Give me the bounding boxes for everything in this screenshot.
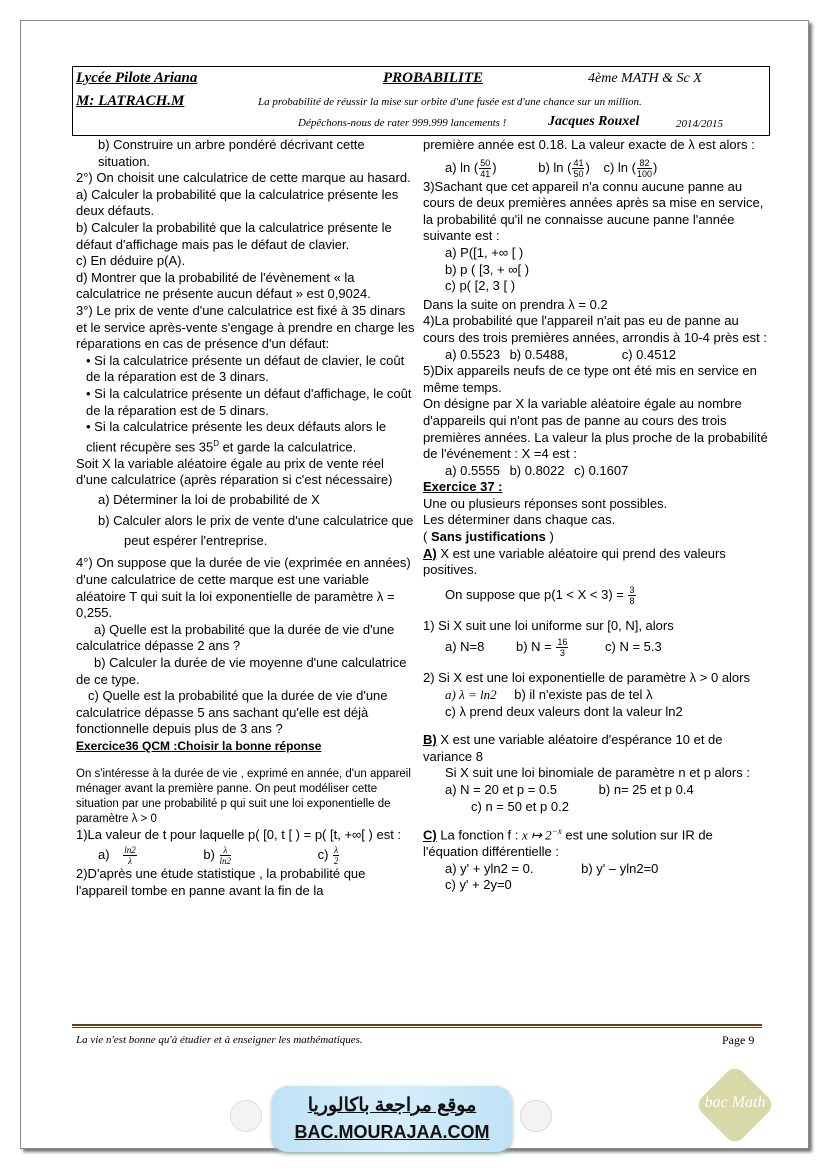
- text-line: On désigne par X la variable aléatoire égale au nombre d'appareils qui n'ont pas de panne au cours des trois premières années. La valeur la plus proche de la probabilité de l'événement : X =4 est :: [423, 396, 768, 462]
- answer-row: [423, 861, 768, 878]
- bullet-text: et garde la calculatrice.: [218, 439, 357, 455]
- text-line: d) Montrer que la probabilité de l'évènement « la calculatrice ne présente aucun défaut » est 0,9024.: [76, 269, 371, 302]
- text-line: b) Calculer la probabilité que la calculatrice présente le défaut d'affichage mais pas le défaut de clavier.: [76, 219, 392, 252]
- answer-row: [423, 347, 768, 364]
- text-line: 4)La probabilité que l'appareil n'ait pas eu de panne au cours des trois premières années, arrondis à 10-4 près est :: [423, 313, 767, 345]
- fraction: [628, 585, 635, 606]
- choice-text: c) 0.4512: [621, 346, 676, 362]
- exponent: −x: [551, 826, 562, 837]
- quote-author: Jacques Rouxel: [548, 114, 640, 129]
- denominator: 3: [559, 648, 565, 659]
- numerator: 82: [637, 158, 652, 169]
- quote-line-1: La probabilité de réussir la mise sur orbite d'une fusée est d'une chance sur un million.: [258, 96, 642, 108]
- fraction: [556, 637, 568, 658]
- numerator: 16: [557, 637, 568, 648]
- seal-icon: [230, 1100, 262, 1132]
- class-label: 4ème MATH & Sc X: [588, 71, 702, 86]
- text-line: Les déterminer dans chaque cas.: [423, 512, 616, 528]
- choice-text: a) 0.5555: [445, 462, 500, 478]
- choice-text: b) n= 25 et p 0.4: [598, 782, 694, 797]
- text-line: Si X suit une loi binomiale de paramètre n et p alors :: [445, 765, 750, 781]
- superscript: D: [213, 438, 219, 448]
- answer-line: a) P([1, +∞ [ ): [445, 244, 524, 260]
- text-line: [423, 529, 768, 546]
- text-line: a) Quelle est la probabilité que la durée de vie d'une calculatrice dépasse 2 ans ?: [76, 621, 395, 654]
- choice-text: b) y' – yln2=0: [581, 860, 659, 876]
- choice-text: c) ln (: [603, 159, 636, 175]
- answer-row: [423, 782, 768, 799]
- fraction: [333, 845, 339, 866]
- text-line: 5)Dix appareils neufs de ce type ont été mis en service en même temps.: [423, 363, 757, 395]
- text-line: c) Quelle est la probabilité que la durée de vie d'une calculatrice dépasse 5 ans sachant qu'elle est déjà fonctionnelle depuis plus de 3 ans ?: [76, 688, 388, 737]
- choice-text: c) N = 5.3: [605, 639, 662, 655]
- page-number: Page 9: [722, 1033, 755, 1047]
- choice-text: a) N=8: [445, 639, 485, 655]
- numerator: 41: [573, 157, 584, 168]
- choice-text: b) ln (: [538, 159, 572, 175]
- answer-row: [76, 845, 416, 866]
- text-line: 2) Si X est une loi exponentielle de paramètre λ > 0 alors: [423, 670, 750, 686]
- text-line: [423, 732, 768, 765]
- quote-line-2: Dépêchons-nous de rater 999.999 lancements !: [298, 117, 507, 129]
- footer-rule: [72, 1024, 762, 1026]
- numerator: λ: [220, 845, 232, 856]
- text-line: 3)Sachant que cet appareil n'a connu aucune panne au cours de deux premières années après sa mise en service, la probabilité qu'il ne connaisse aucune panne l'année suivante est :: [423, 178, 764, 244]
- section-label-b: B): [423, 732, 437, 748]
- text-line: [423, 546, 768, 579]
- answer-row: [423, 158, 768, 179]
- section-text: La fonction f :: [436, 827, 522, 843]
- exercise-36-title: Exercice36 QCM :Choisir la bonne réponse: [76, 738, 322, 753]
- left-column: [76, 137, 416, 899]
- section-label-c: C): [423, 827, 437, 843]
- denominator: 50: [573, 168, 584, 179]
- function-expression: x ↦ 2: [522, 827, 552, 843]
- choice-text: b) N =: [516, 639, 556, 655]
- answer-line: c) p( [2, 3 [ ): [445, 278, 516, 294]
- text-line: Soit X la variable aléatoire égale au prix de vente réel d'une calculatrice (après réparation si c'est nécessaire): [76, 455, 393, 488]
- bullet-item: [76, 419, 416, 456]
- answer-line: b) p ( [3, + ∞[ ): [445, 261, 530, 277]
- denominator: λ: [127, 856, 132, 867]
- choice-label: c): [317, 847, 329, 863]
- answer-line: c) y' + 2y=0: [445, 877, 512, 893]
- denominator: 41: [480, 168, 491, 179]
- text-line: 1)La valeur de t pour laquelle p( [0, t [ ) = p( [t, +∞[ ) est :: [76, 826, 402, 842]
- answer-row: [423, 637, 768, 658]
- paren: ): [492, 159, 497, 175]
- teacher-name: M: LATRACH.M: [76, 93, 185, 109]
- fraction: [479, 158, 491, 179]
- text-line: On s'intéresse à la durée de vie , exprimé en année, d'un appareil ménager avant la première panne. On peut modéliser cette situation par une probabilité p qui suit une loi exponentielle de paramètre λ > 0: [76, 767, 411, 825]
- numerator: ln2: [124, 845, 136, 856]
- numerator: 50: [480, 157, 491, 168]
- section-text: X est une variable aléatoire d'espérance 10 et de variance 8: [423, 732, 723, 764]
- text-line: 2°) On choisit une calculatrice de cette marque au hasard.: [76, 170, 411, 186]
- answer-row: [423, 463, 768, 480]
- section-text: est une solution sur IR de l'équation différentielle :: [423, 827, 713, 860]
- site-banner[interactable]: [272, 1086, 512, 1152]
- choice-text: a) N = 20 et p = 0.5: [445, 782, 558, 797]
- choice-text: c) 0.1607: [574, 462, 629, 478]
- text-line: a) Déterminer la loi de probabilité de X: [98, 491, 320, 507]
- fraction: [123, 845, 137, 866]
- text-line: a) Calculer la probabilité que la calculatrice présente les deux défauts.: [76, 186, 399, 219]
- fraction: [220, 845, 232, 866]
- denominator: ln2: [219, 856, 232, 867]
- footer-motto: La vie n'est bonne qu'à étudier et à enseigner les mathématiques.: [76, 1034, 363, 1046]
- paren: ): [545, 529, 554, 545]
- choice-text: b) il n'existe pas de tel λ: [514, 687, 653, 703]
- school-year: 2014/2015: [676, 118, 724, 130]
- paren: ): [585, 159, 590, 175]
- text-line: 3°) Le prix de vente d'une calculatrice est fixé à 35 dinars et le service après-vente s'engage à prendre en charge les réparations en cas de présence d'un défaut:: [76, 302, 415, 352]
- text-line: [423, 823, 768, 861]
- answer-line: c) λ prend deux valeurs dont la valeur ln2: [445, 703, 683, 719]
- fraction: [637, 158, 652, 179]
- choice-text: a) y' + yln2 = 0.: [445, 860, 534, 876]
- bullet-item: • Si la calculatrice présente un défaut d'affichage, le coût de la réparation est de 5 dinars.: [86, 385, 412, 418]
- denominator: 8: [629, 595, 635, 606]
- paren: ): [652, 159, 658, 175]
- no-justification-label: Sans justifications: [430, 529, 546, 545]
- choice-text: b) 0.8022: [509, 462, 565, 478]
- choice-label: b): [203, 847, 215, 863]
- choice-label: a): [98, 847, 110, 863]
- choice-text: a) λ = ln2: [445, 687, 497, 703]
- banner-arabic-text: موقع مراجعة باكالوريا: [307, 1095, 477, 1116]
- text-line: b) Calculer alors le prix de vente d'une calculatrice que peut espérer l'entreprise.: [98, 513, 414, 549]
- footer-rule: [72, 1027, 762, 1028]
- banner-site-url[interactable]: BAC.MOURAJAA.COM: [294, 1122, 490, 1142]
- bullet-item: • Si la calculatrice présente un défaut de clavier, le coût de la réparation est de 3 dinars.: [86, 352, 405, 385]
- choice-text: a) 0.5523: [445, 346, 500, 362]
- text-line: première année est 0.18. La valeur exacte de λ est alors :: [423, 137, 755, 152]
- text-line: b) Calculer la durée de vie moyenne d'une calculatrice de ce type.: [76, 654, 407, 687]
- school-name: Lycée Pilote Ariana: [76, 70, 198, 86]
- page-title: PROBABILITE: [383, 70, 484, 86]
- numerator: λ: [334, 845, 339, 856]
- fraction: [572, 158, 584, 179]
- text-line: [423, 585, 768, 606]
- text-line: c) En déduire p(A).: [76, 253, 186, 269]
- paren: (: [423, 529, 431, 545]
- text-line: 1) Si X suit une loi uniforme sur [0, N], alors: [423, 617, 674, 633]
- text-line: Dans la suite on prendra λ = 0.2: [423, 296, 608, 312]
- text-line: 4°) On suppose que la durée de vie (exprimée en années) d'une calculatrice de cette marque est une variable aléatoire T qui suit la loi exponentielle de paramètre λ = 0,255.: [76, 555, 411, 621]
- bac-math-logo-text: bac Math: [704, 1094, 766, 1111]
- section-text: X est une variable aléatoire qui prend des valeurs positives.: [423, 545, 726, 578]
- choice-text: b) 0.5488,: [509, 346, 569, 362]
- suppose-text: On suppose que p(1 < X < 3) =: [445, 586, 628, 602]
- answer-line: c) n = 50 et p 0.2: [471, 798, 569, 814]
- text-line: b) Construire un arbre pondéré décrivant cette situation.: [98, 137, 365, 169]
- text-line: 2)D'après une étude statistique , la probabilité que l'appareil tombe en panne avant la fin de la: [76, 866, 366, 898]
- right-column: [423, 137, 768, 894]
- section-label-a: A): [423, 545, 437, 561]
- denominator: 100: [636, 168, 652, 179]
- denominator: 2: [333, 856, 339, 867]
- choice-text: a) ln (: [445, 159, 479, 175]
- exercise-37-title: Exercice 37 :: [423, 479, 503, 495]
- text-line: Une ou plusieurs réponses sont possibles.: [423, 495, 668, 511]
- answer-row: [423, 687, 768, 704]
- seal-icon: [520, 1100, 552, 1132]
- bullet-text: • Si la calculatrice présente les deux défauts alors le client récupère ses 35: [86, 419, 387, 455]
- numerator: 3: [629, 584, 635, 595]
